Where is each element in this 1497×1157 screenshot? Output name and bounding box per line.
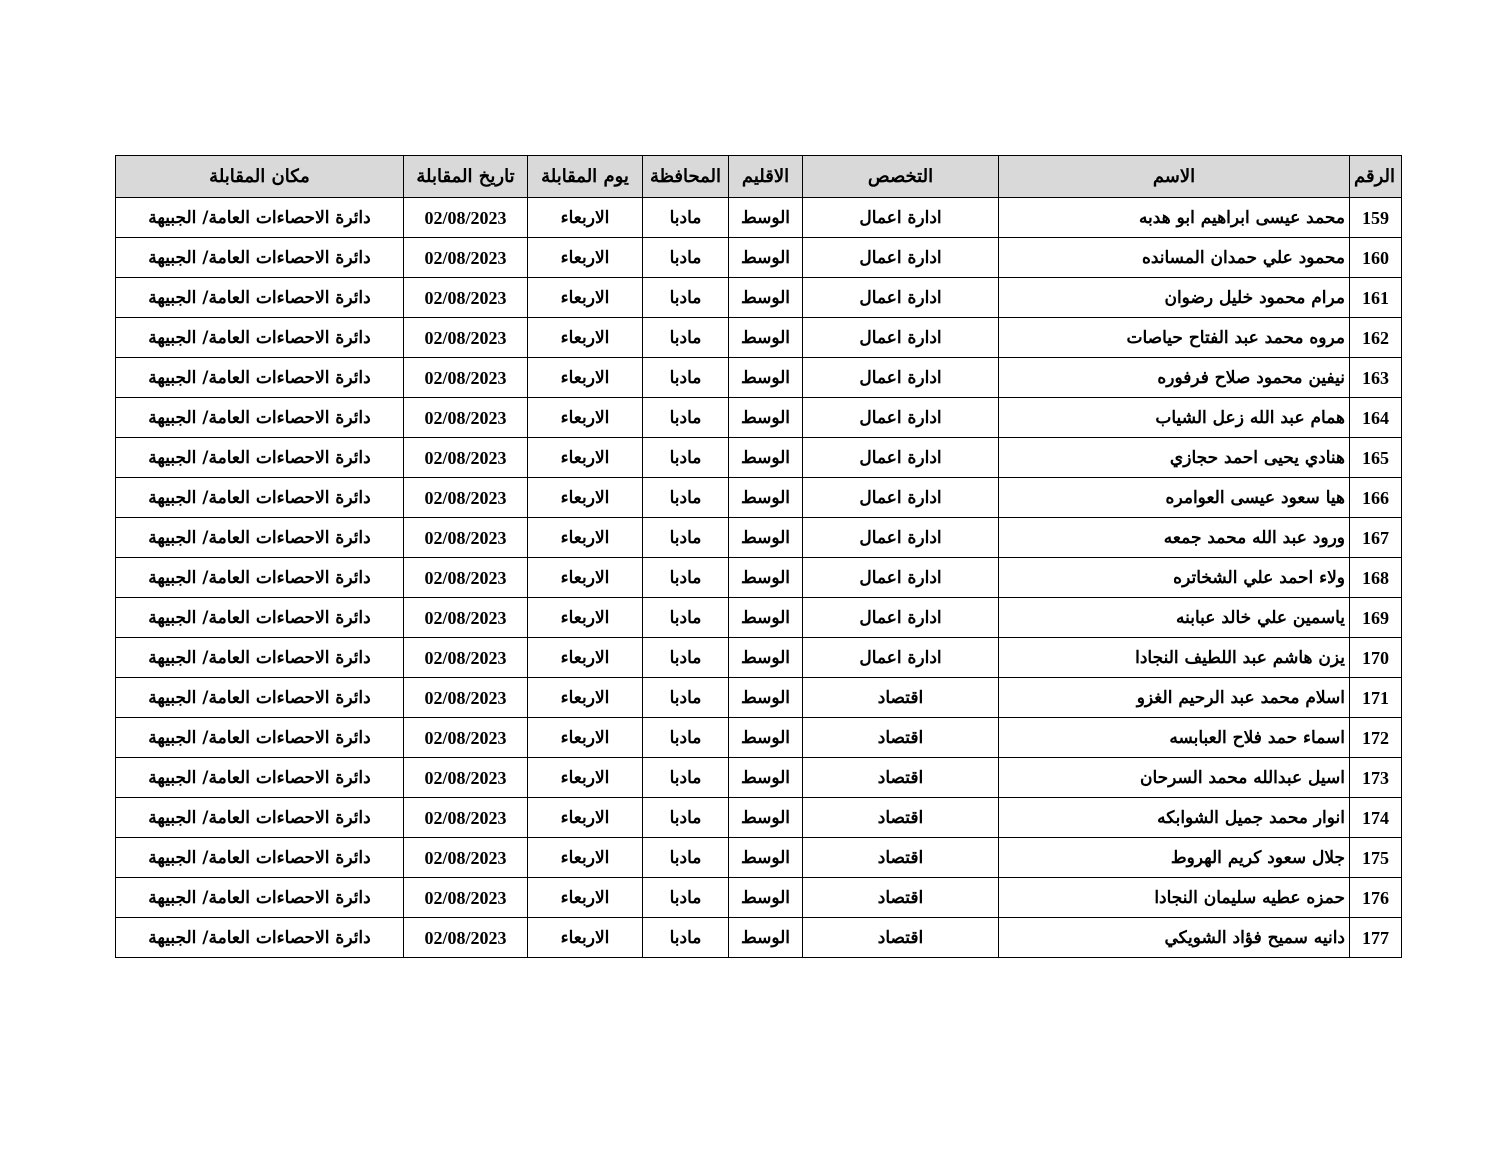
cell-number: 163: [1350, 358, 1402, 398]
cell-name: هنادي يحيى احمد حجازي: [999, 438, 1350, 478]
cell-number: 174: [1350, 798, 1402, 838]
cell-number: 159: [1350, 198, 1402, 238]
table-row: [116, 678, 1402, 718]
cell-name: مرام محمود خليل رضوان: [999, 278, 1350, 318]
cell-interview-place: دائرة الاحصاءات العامة/ الجبيهة: [116, 878, 404, 918]
cell-governorate: مادبا: [643, 478, 729, 518]
cell-interview-day: الاربعاء: [528, 478, 643, 518]
cell-region: الوسط: [729, 758, 803, 798]
cell-interview-place: دائرة الاحصاءات العامة/ الجبيهة: [116, 438, 404, 478]
cell-region: الوسط: [729, 278, 803, 318]
cell-interview-place: دائرة الاحصاءات العامة/ الجبيهة: [116, 278, 404, 318]
cell-number: 166: [1350, 478, 1402, 518]
cell-region: الوسط: [729, 638, 803, 678]
cell-region: الوسط: [729, 518, 803, 558]
cell-specialization: ادارة اعمال: [803, 558, 999, 598]
cell-interview-day: الاربعاء: [528, 278, 643, 318]
cell-interview-day: الاربعاء: [528, 878, 643, 918]
cell-name: مروه محمد عبد الفتاح حياصات: [999, 318, 1350, 358]
cell-interview-place: دائرة الاحصاءات العامة/ الجبيهة: [116, 238, 404, 278]
cell-specialization: ادارة اعمال: [803, 438, 999, 478]
cell-specialization: ادارة اعمال: [803, 398, 999, 438]
cell-name: ولاء احمد علي الشخاتره: [999, 558, 1350, 598]
cell-specialization: ادارة اعمال: [803, 318, 999, 358]
cell-specialization: ادارة اعمال: [803, 638, 999, 678]
table-row: [116, 838, 1402, 878]
cell-region: الوسط: [729, 198, 803, 238]
cell-interview-date: 02/08/2023: [404, 198, 528, 238]
cell-region: الوسط: [729, 318, 803, 358]
table-row: [116, 758, 1402, 798]
cell-interview-day: الاربعاء: [528, 198, 643, 238]
table-row: [116, 478, 1402, 518]
cell-name: همام عبد الله زعل الشياب: [999, 398, 1350, 438]
table-header: [116, 156, 1402, 198]
interview-schedule-table: [115, 155, 1402, 958]
cell-specialization: اقتصاد: [803, 798, 999, 838]
cell-governorate: مادبا: [643, 318, 729, 358]
cell-name: نيفين محمود صلاح فرفوره: [999, 358, 1350, 398]
cell-interview-day: الاربعاء: [528, 558, 643, 598]
cell-region: الوسط: [729, 478, 803, 518]
cell-number: 162: [1350, 318, 1402, 358]
cell-interview-place: دائرة الاحصاءات العامة/ الجبيهة: [116, 398, 404, 438]
cell-governorate: مادبا: [643, 598, 729, 638]
cell-specialization: ادارة اعمال: [803, 198, 999, 238]
cell-specialization: اقتصاد: [803, 718, 999, 758]
cell-interview-date: 02/08/2023: [404, 398, 528, 438]
table-row: [116, 238, 1402, 278]
cell-specialization: ادارة اعمال: [803, 358, 999, 398]
cell-region: الوسط: [729, 718, 803, 758]
cell-region: الوسط: [729, 878, 803, 918]
cell-governorate: مادبا: [643, 238, 729, 278]
cell-name: اسماء حمد فلاح العبابسه: [999, 718, 1350, 758]
cell-interview-date: 02/08/2023: [404, 678, 528, 718]
cell-interview-place: دائرة الاحصاءات العامة/ الجبيهة: [116, 838, 404, 878]
cell-region: الوسط: [729, 838, 803, 878]
cell-interview-day: الاربعاء: [528, 838, 643, 878]
cell-name: جلال سعود كريم الهروط: [999, 838, 1350, 878]
table-row: [116, 318, 1402, 358]
cell-interview-date: 02/08/2023: [404, 838, 528, 878]
cell-specialization: ادارة اعمال: [803, 278, 999, 318]
table-row: [116, 718, 1402, 758]
cell-number: 165: [1350, 438, 1402, 478]
cell-interview-day: الاربعاء: [528, 438, 643, 478]
cell-specialization: اقتصاد: [803, 758, 999, 798]
cell-governorate: مادبا: [643, 278, 729, 318]
cell-interview-date: 02/08/2023: [404, 758, 528, 798]
cell-interview-place: دائرة الاحصاءات العامة/ الجبيهة: [116, 478, 404, 518]
cell-interview-day: الاربعاء: [528, 718, 643, 758]
cell-governorate: مادبا: [643, 518, 729, 558]
cell-interview-date: 02/08/2023: [404, 478, 528, 518]
cell-governorate: مادبا: [643, 878, 729, 918]
table-row: [116, 598, 1402, 638]
cell-interview-date: 02/08/2023: [404, 558, 528, 598]
table-row: [116, 438, 1402, 478]
cell-number: 164: [1350, 398, 1402, 438]
cell-region: الوسط: [729, 238, 803, 278]
cell-number: 161: [1350, 278, 1402, 318]
cell-interview-place: دائرة الاحصاءات العامة/ الجبيهة: [116, 918, 404, 958]
cell-interview-day: الاربعاء: [528, 238, 643, 278]
table-body: [116, 198, 1402, 958]
cell-interview-date: 02/08/2023: [404, 438, 528, 478]
cell-governorate: مادبا: [643, 798, 729, 838]
cell-number: 177: [1350, 918, 1402, 958]
cell-name: دانيه سميح فؤاد الشويكي: [999, 918, 1350, 958]
cell-number: 169: [1350, 598, 1402, 638]
header-interview-date: تاريخ المقابلة: [404, 156, 528, 198]
cell-interview-day: الاربعاء: [528, 678, 643, 718]
cell-name: هيا سعود عيسى العوامره: [999, 478, 1350, 518]
cell-interview-date: 02/08/2023: [404, 638, 528, 678]
cell-name: انوار محمد جميل الشوابكه: [999, 798, 1350, 838]
cell-specialization: اقتصاد: [803, 838, 999, 878]
table-row: [116, 198, 1402, 238]
table-row: [116, 798, 1402, 838]
cell-interview-place: دائرة الاحصاءات العامة/ الجبيهة: [116, 638, 404, 678]
cell-interview-place: دائرة الاحصاءات العامة/ الجبيهة: [116, 758, 404, 798]
cell-interview-date: 02/08/2023: [404, 238, 528, 278]
cell-region: الوسط: [729, 918, 803, 958]
header-region: الاقليم: [729, 156, 803, 198]
cell-governorate: مادبا: [643, 398, 729, 438]
cell-number: 173: [1350, 758, 1402, 798]
cell-region: الوسط: [729, 598, 803, 638]
cell-name: يزن هاشم عبد اللطيف النجادا: [999, 638, 1350, 678]
cell-interview-date: 02/08/2023: [404, 278, 528, 318]
cell-number: 171: [1350, 678, 1402, 718]
table-row: [116, 278, 1402, 318]
cell-region: الوسط: [729, 558, 803, 598]
cell-interview-place: دائرة الاحصاءات العامة/ الجبيهة: [116, 518, 404, 558]
cell-number: 176: [1350, 878, 1402, 918]
cell-number: 160: [1350, 238, 1402, 278]
header-interview-day: يوم المقابلة: [528, 156, 643, 198]
cell-interview-place: دائرة الاحصاءات العامة/ الجبيهة: [116, 798, 404, 838]
table-row: [116, 358, 1402, 398]
cell-interview-day: الاربعاء: [528, 518, 643, 558]
cell-number: 167: [1350, 518, 1402, 558]
cell-name: محمود علي حمدان المسانده: [999, 238, 1350, 278]
cell-interview-place: دائرة الاحصاءات العامة/ الجبيهة: [116, 358, 404, 398]
cell-region: الوسط: [729, 438, 803, 478]
cell-interview-day: الاربعاء: [528, 638, 643, 678]
header-specialization: التخصص: [803, 156, 999, 198]
cell-number: 175: [1350, 838, 1402, 878]
cell-specialization: اقتصاد: [803, 878, 999, 918]
header-row: [116, 156, 1402, 198]
cell-name: اسلام محمد عبد الرحيم الغزو: [999, 678, 1350, 718]
cell-name: محمد عيسى ابراهيم ابو هدبه: [999, 198, 1350, 238]
cell-specialization: اقتصاد: [803, 678, 999, 718]
cell-governorate: مادبا: [643, 718, 729, 758]
table-row: [116, 558, 1402, 598]
cell-number: 170: [1350, 638, 1402, 678]
cell-name: حمزه عطيه سليمان النجادا: [999, 878, 1350, 918]
cell-interview-day: الاربعاء: [528, 598, 643, 638]
cell-name: ورود عبد الله محمد جمعه: [999, 518, 1350, 558]
cell-region: الوسط: [729, 358, 803, 398]
cell-governorate: مادبا: [643, 758, 729, 798]
cell-specialization: اقتصاد: [803, 918, 999, 958]
cell-region: الوسط: [729, 398, 803, 438]
cell-interview-place: دائرة الاحصاءات العامة/ الجبيهة: [116, 558, 404, 598]
cell-governorate: مادبا: [643, 558, 729, 598]
cell-name: ياسمين علي خالد عبابنه: [999, 598, 1350, 638]
cell-specialization: ادارة اعمال: [803, 478, 999, 518]
cell-governorate: مادبا: [643, 438, 729, 478]
cell-interview-day: الاربعاء: [528, 398, 643, 438]
cell-name: اسيل عبدالله محمد السرحان: [999, 758, 1350, 798]
cell-governorate: مادبا: [643, 838, 729, 878]
header-number: الرقم: [1350, 156, 1402, 198]
cell-interview-place: دائرة الاحصاءات العامة/ الجبيهة: [116, 198, 404, 238]
cell-number: 172: [1350, 718, 1402, 758]
cell-interview-day: الاربعاء: [528, 918, 643, 958]
header-governorate: المحافظة: [643, 156, 729, 198]
cell-specialization: ادارة اعمال: [803, 518, 999, 558]
table-row: [116, 638, 1402, 678]
cell-interview-date: 02/08/2023: [404, 318, 528, 358]
cell-governorate: مادبا: [643, 358, 729, 398]
cell-interview-date: 02/08/2023: [404, 718, 528, 758]
cell-interview-place: دائرة الاحصاءات العامة/ الجبيهة: [116, 678, 404, 718]
cell-interview-date: 02/08/2023: [404, 518, 528, 558]
cell-governorate: مادبا: [643, 678, 729, 718]
table-row: [116, 398, 1402, 438]
cell-specialization: ادارة اعمال: [803, 598, 999, 638]
header-interview-place: مكان المقابلة: [116, 156, 404, 198]
cell-interview-place: دائرة الاحصاءات العامة/ الجبيهة: [116, 318, 404, 358]
cell-region: الوسط: [729, 798, 803, 838]
cell-governorate: مادبا: [643, 198, 729, 238]
cell-interview-day: الاربعاء: [528, 758, 643, 798]
cell-specialization: ادارة اعمال: [803, 238, 999, 278]
table-row: [116, 518, 1402, 558]
cell-interview-day: الاربعاء: [528, 358, 643, 398]
table-row: [116, 878, 1402, 918]
cell-interview-date: 02/08/2023: [404, 918, 528, 958]
cell-interview-date: 02/08/2023: [404, 358, 528, 398]
cell-governorate: مادبا: [643, 638, 729, 678]
cell-interview-date: 02/08/2023: [404, 798, 528, 838]
cell-governorate: مادبا: [643, 918, 729, 958]
cell-interview-place: دائرة الاحصاءات العامة/ الجبيهة: [116, 598, 404, 638]
cell-region: الوسط: [729, 678, 803, 718]
cell-interview-place: دائرة الاحصاءات العامة/ الجبيهة: [116, 718, 404, 758]
cell-number: 168: [1350, 558, 1402, 598]
cell-interview-date: 02/08/2023: [404, 878, 528, 918]
cell-interview-day: الاربعاء: [528, 798, 643, 838]
cell-interview-day: الاربعاء: [528, 318, 643, 358]
header-name: الاسم: [999, 156, 1350, 198]
cell-interview-date: 02/08/2023: [404, 598, 528, 638]
table-row: [116, 918, 1402, 958]
